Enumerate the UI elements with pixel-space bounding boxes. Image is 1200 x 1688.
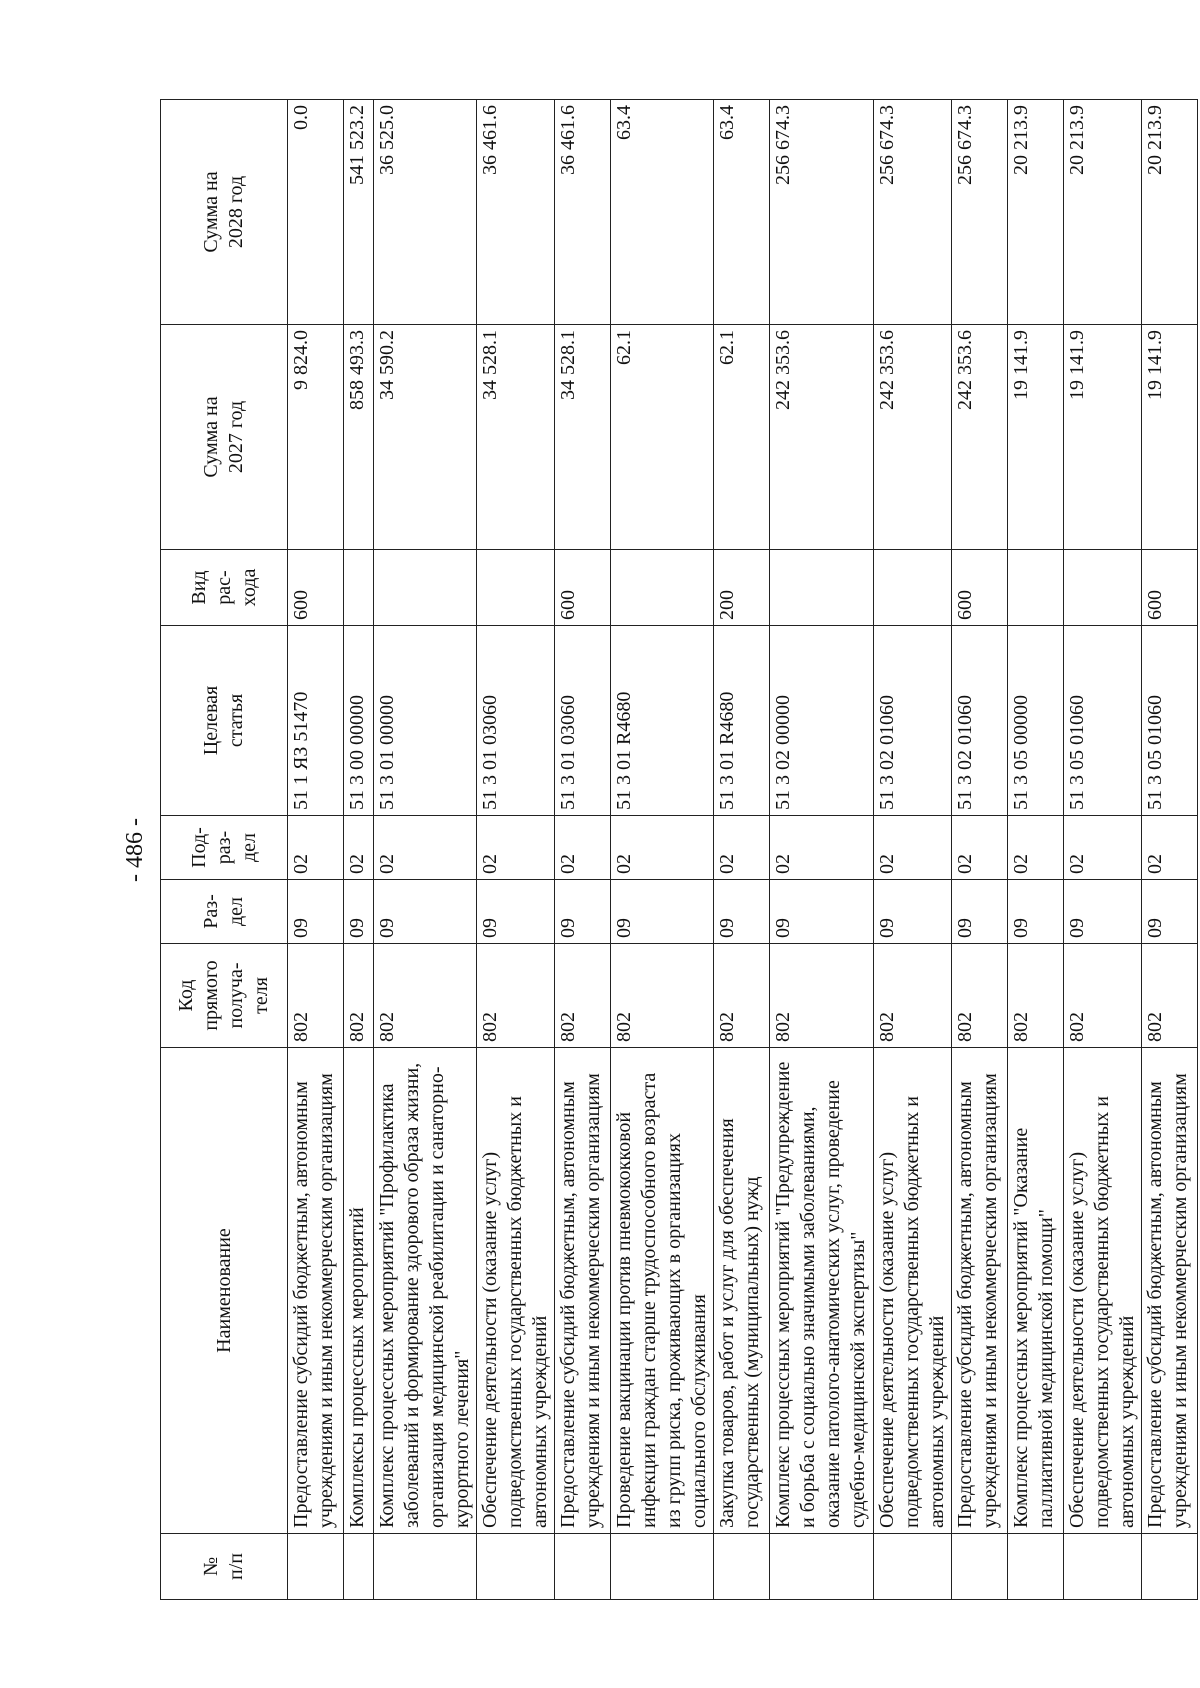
expense-type-cell xyxy=(611,550,714,626)
target-article-cell: 51 3 01 03060 xyxy=(555,626,611,816)
expense-type-cell: 600 xyxy=(1142,550,1198,626)
header-sum-2028: Сумма на 2028 год xyxy=(161,100,288,325)
expense-type-cell xyxy=(874,550,952,626)
table-body xyxy=(288,100,1198,1600)
row-number-cell xyxy=(1064,1534,1142,1600)
row-number-cell xyxy=(714,1534,770,1600)
row-number-cell xyxy=(770,1534,874,1600)
row-number-cell xyxy=(555,1534,611,1600)
row-number-cell xyxy=(288,1534,344,1600)
sum-2028-cell: 0.0 xyxy=(288,100,344,325)
target-article-cell: 51 3 02 01060 xyxy=(952,626,1008,816)
header-section: Раз- дел xyxy=(161,880,288,944)
page-number: - 486 - xyxy=(122,818,148,882)
name-cell: Обеспечение деятельности (оказание услуг) подведомственных государственных бюджетных и автономных учреждений xyxy=(1064,1048,1142,1534)
subsection-cell: 02 xyxy=(555,816,611,880)
subsection-cell: 02 xyxy=(611,816,714,880)
sum-2028-cell: 256 674.3 xyxy=(770,100,874,325)
sum-2028-cell: 36 461.6 xyxy=(555,100,611,325)
expense-type-cell xyxy=(770,550,874,626)
target-article-cell: 51 3 05 01060 xyxy=(1064,626,1142,816)
row-number-cell xyxy=(874,1534,952,1600)
target-article-cell: 51 3 01 R4680 xyxy=(611,626,714,816)
sum-2028-cell: 63.4 xyxy=(611,100,714,325)
target-article-cell: 51 3 02 01060 xyxy=(874,626,952,816)
table-row xyxy=(770,100,874,1600)
name-cell: Комплекс процессных мероприятий "Оказание паллиативной медицинской помощи" xyxy=(1008,1048,1064,1534)
table-row xyxy=(374,100,477,1600)
name-cell: Предоставление субсидий бюджетным, автономным учреждениям и иным некоммерческим организациям xyxy=(555,1048,611,1534)
sum-2027-cell: 19 141.9 xyxy=(1142,325,1198,550)
subsection-cell: 02 xyxy=(770,816,874,880)
sum-2027-cell: 62.1 xyxy=(611,325,714,550)
section-cell: 09 xyxy=(477,880,555,944)
subsection-cell: 02 xyxy=(344,816,374,880)
header-name: Наименование xyxy=(161,1048,288,1534)
header-sum-2027: Сумма на 2027 год xyxy=(161,325,288,550)
section-cell: 09 xyxy=(288,880,344,944)
header-subsection: Под- раз- дел xyxy=(161,816,288,880)
name-cell: Предоставление субсидий бюджетным, автономным учреждениям и иным некоммерческим организациям xyxy=(952,1048,1008,1534)
sum-2027-cell: 242 353.6 xyxy=(770,325,874,550)
expense-type-cell: 600 xyxy=(952,550,1008,626)
expense-type-cell: 200 xyxy=(714,550,770,626)
sum-2028-cell: 36 461.6 xyxy=(477,100,555,325)
subsection-cell: 02 xyxy=(477,816,555,880)
sum-2027-cell: 34 528.1 xyxy=(477,325,555,550)
recipient-code-cell: 802 xyxy=(952,944,1008,1048)
subsection-cell: 02 xyxy=(874,816,952,880)
expense-type-cell xyxy=(1008,550,1064,626)
subsection-cell: 02 xyxy=(714,816,770,880)
table-row xyxy=(1064,100,1142,1600)
expense-type-cell xyxy=(344,550,374,626)
row-number-cell xyxy=(611,1534,714,1600)
table-row xyxy=(714,100,770,1600)
subsection-cell: 02 xyxy=(1064,816,1142,880)
target-article-cell: 51 3 01 R4680 xyxy=(714,626,770,816)
sum-2027-cell: 34 528.1 xyxy=(555,325,611,550)
expense-type-cell: 600 xyxy=(555,550,611,626)
sum-2027-cell: 9 824.0 xyxy=(288,325,344,550)
section-cell: 09 xyxy=(952,880,1008,944)
table-row xyxy=(555,100,611,1600)
target-article-cell: 51 3 00 00000 xyxy=(344,626,374,816)
sum-2027-cell: 62.1 xyxy=(714,325,770,550)
subsection-cell: 02 xyxy=(374,816,477,880)
section-cell: 09 xyxy=(344,880,374,944)
expense-type-cell xyxy=(477,550,555,626)
name-cell: Предоставление субсидий бюджетным, автономным учреждениям и иным некоммерческим организациям xyxy=(1142,1048,1198,1534)
sum-2028-cell: 20 213.9 xyxy=(1064,100,1142,325)
section-cell: 09 xyxy=(714,880,770,944)
table-row xyxy=(611,100,714,1600)
expense-type-cell xyxy=(374,550,477,626)
row-number-cell xyxy=(1142,1534,1198,1600)
expense-type-cell: 600 xyxy=(288,550,344,626)
name-cell: Комплекс процессных мероприятий "Профилактика заболеваний и формирование здорового образа жизни, организация медицинской реабилитации и санаторно-курортного лечения" xyxy=(374,1048,477,1534)
target-article-cell: 51 3 01 03060 xyxy=(477,626,555,816)
subsection-cell: 02 xyxy=(1142,816,1198,880)
recipient-code-cell: 802 xyxy=(477,944,555,1048)
table-row xyxy=(874,100,952,1600)
section-cell: 09 xyxy=(1008,880,1064,944)
recipient-code-cell: 802 xyxy=(555,944,611,1048)
sum-2028-cell: 20 213.9 xyxy=(1142,100,1198,325)
subsection-cell: 02 xyxy=(288,816,344,880)
recipient-code-cell: 802 xyxy=(1142,944,1198,1048)
name-cell: Закупка товаров, работ и услуг для обеспечения государственных (муниципальных) нужд xyxy=(714,1048,770,1534)
header-recipient-code: Код прямого получа- теля xyxy=(161,944,288,1048)
recipient-code-cell: 802 xyxy=(1064,944,1142,1048)
sum-2028-cell: 36 525.0 xyxy=(374,100,477,325)
sum-2028-cell: 20 213.9 xyxy=(1008,100,1064,325)
sum-2027-cell: 242 353.6 xyxy=(874,325,952,550)
document-page xyxy=(120,100,1191,1600)
target-article-cell: 51 1 ЯЗ 51470 xyxy=(288,626,344,816)
section-cell: 09 xyxy=(1142,880,1198,944)
sum-2027-cell: 19 141.9 xyxy=(1064,325,1142,550)
subsection-cell: 02 xyxy=(952,816,1008,880)
sum-2027-cell: 242 353.6 xyxy=(952,325,1008,550)
subsection-cell: 02 xyxy=(1008,816,1064,880)
section-cell: 09 xyxy=(874,880,952,944)
table-row xyxy=(952,100,1008,1600)
name-cell: Комплексы процессных мероприятий xyxy=(344,1048,374,1534)
table-header-row xyxy=(161,100,288,1600)
row-number-cell xyxy=(952,1534,1008,1600)
target-article-cell: 51 3 01 00000 xyxy=(374,626,477,816)
target-article-cell: 51 3 05 01060 xyxy=(1142,626,1198,816)
name-cell: Обеспечение деятельности (оказание услуг) подведомственных государственных бюджетных и автономных учреждений xyxy=(477,1048,555,1534)
name-cell: Комплекс процессных мероприятий "Предупреждение и борьба с социально значимыми заболеваниями, оказание патолого-анатомических услуг, проведение судебно-медицинской экспертизы" xyxy=(770,1048,874,1534)
row-number-cell xyxy=(374,1534,477,1600)
recipient-code-cell: 802 xyxy=(344,944,374,1048)
header-expense-type: Вид рас- хода xyxy=(161,550,288,626)
recipient-code-cell: 802 xyxy=(374,944,477,1048)
sum-2027-cell: 34 590.2 xyxy=(374,325,477,550)
section-cell: 09 xyxy=(1064,880,1142,944)
name-cell: Проведение вакцинации против пневмококковой инфекции граждан старше трудоспособного возраста из групп риска, проживающих в организациях социального обслуживания xyxy=(611,1048,714,1534)
header-target-article: Целевая статья xyxy=(161,626,288,816)
table-row xyxy=(477,100,555,1600)
table-row xyxy=(1142,100,1198,1600)
header-number: № п/п xyxy=(161,1534,288,1600)
recipient-code-cell: 802 xyxy=(611,944,714,1048)
target-article-cell: 51 3 05 00000 xyxy=(1008,626,1064,816)
table-row xyxy=(344,100,374,1600)
name-cell: Предоставление субсидий бюджетным, автономным учреждениям и иным некоммерческим организациям xyxy=(288,1048,344,1534)
section-cell: 09 xyxy=(770,880,874,944)
section-cell: 09 xyxy=(611,880,714,944)
recipient-code-cell: 802 xyxy=(770,944,874,1048)
budget-table xyxy=(160,99,1198,1600)
target-article-cell: 51 3 02 00000 xyxy=(770,626,874,816)
row-number-cell xyxy=(1008,1534,1064,1600)
recipient-code-cell: 802 xyxy=(874,944,952,1048)
table-row xyxy=(288,100,344,1600)
recipient-code-cell: 802 xyxy=(288,944,344,1048)
expense-type-cell xyxy=(1064,550,1142,626)
table-row xyxy=(1008,100,1064,1600)
recipient-code-cell: 802 xyxy=(714,944,770,1048)
section-cell: 09 xyxy=(374,880,477,944)
row-number-cell xyxy=(344,1534,374,1600)
sum-2027-cell: 19 141.9 xyxy=(1008,325,1064,550)
sum-2028-cell: 541 523.2 xyxy=(344,100,374,325)
sum-2028-cell: 256 674.3 xyxy=(952,100,1008,325)
name-cell: Обеспечение деятельности (оказание услуг) подведомственных государственных бюджетных и автономных учреждений xyxy=(874,1048,952,1534)
sum-2028-cell: 256 674.3 xyxy=(874,100,952,325)
recipient-code-cell: 802 xyxy=(1008,944,1064,1048)
sum-2027-cell: 858 493.3 xyxy=(344,325,374,550)
row-number-cell xyxy=(477,1534,555,1600)
sum-2028-cell: 63.4 xyxy=(714,100,770,325)
section-cell: 09 xyxy=(555,880,611,944)
